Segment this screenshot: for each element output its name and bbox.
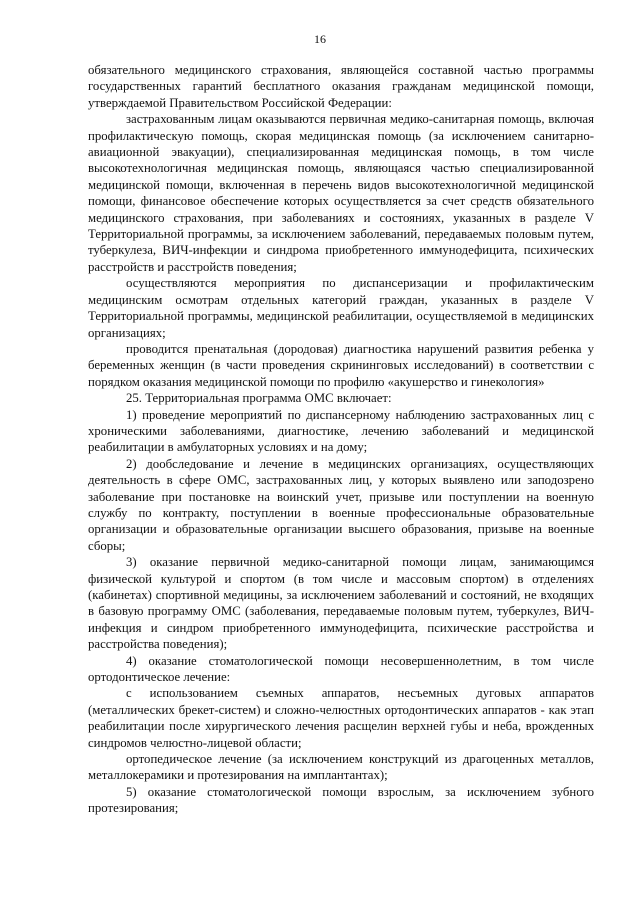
paragraph-intro-continuation: обязательного медицинского страхования, являющейся составной частью программы государственных гарантий бесплатного оказания гражданам медицинской помощи, утверждаемой Правительством Российской Федерации:: [88, 63, 594, 110]
paragraph-prenatal-diagnostics: проводится пренатальная (дородовая) диагностика нарушений развития ребенка у беременных женщин (в части проведения скрининговых исследований) в соответствии с порядком оказания медицинской помощи по профилю «акушерство и гинекология»: [88, 341, 594, 389]
paragraph-item-5: 5) оказание стоматологической помощи взрослым, за исключением зубного протезирования;: [88, 784, 594, 816]
paragraph-insured-persons-care: застрахованным лицам оказываются первичная медико-санитарная помощь, включая профилактическую помощь, скорая медицинская помощь (за исключением санитарно-авиационной эвакуации), специализированная медицинская помощь, в том числе высокотехнологичная медицинская помощь, являющаяся частью специализированной медицинской помощи, включенная в перечень видов высокотехнологичной медицинской помощи, финансовое обеспечение которых осуществляется за счет средств обязательного медицинского страхования, при заболеваниях и состояниях, указанных в разделе V Территориальной программы, за исключением заболеваний, передаваемых половым путем, туберкулеза, ВИЧ-инфекции и синдрома приобретенного иммунодефицита, психических расстройств и расстройств поведения;: [88, 112, 594, 274]
paragraph-item-4-orthopedic: ортопедическое лечение (за исключением конструкций из драгоценных металлов, металлокерамики и протезирования на имплантантах);: [88, 752, 594, 783]
paragraph-dispensarization: осуществляются мероприятия по диспансеризации и профилактическим медицинским осмотрам отдельных категорий граждан, указанных в разделе V Территориальной программы, медицинской реабилитации, осуществляемой в медицинских организациях;: [88, 276, 594, 340]
document-body: [88, 62, 594, 817]
paragraph-item-3: 3) оказание первичной медико-санитарной помощи лицам, занимающимся физической культурой и спортом (в том числе и массовым спортом) в отделениях (кабинетах) спортивной медицины, за исключением заболеваний и состояний, не входящих в базовую программу ОМС (заболевания, передаваемые половым путем, туберкулез, ВИЧ-инфекция и синдром приобретенного иммунодефицита, психические расстройства и расстройства поведения);: [88, 555, 594, 652]
paragraph-item-2: 2) дообследование и лечение в медицинских организациях, осуществляющих деятельность в сфере ОМС, застрахованных лиц, у которых выявлено или заподозрено заболевание при постановке на воинский учет, призыве или поступлении на военную службу по контракту, поступлении в военные профессиональные образовательные организации и образовательные организации высшего образования, призыве на военные сборы;: [88, 456, 594, 553]
paragraph-item-4-orthodontic: с использованием съемных аппаратов, несъемных дуговых аппаратов (металлических брекет-систем) и сложно-челюстных ортодонтических аппаратов - как этап реабилитации после хирургического лечения расщелин верхней губы и неба, врожденных синдромов челюстно-лицевой области;: [88, 686, 594, 750]
paragraph-item-1: 1) проведение мероприятий по диспансерному наблюдению застрахованных лиц с хроническими заболеваниями, диагностике, лечению заболеваний и медицинской реабилитации в амбулаторных условиях и на дому;: [88, 407, 594, 455]
paragraph-section-25-heading: 25. Территориальная программа ОМС включает:: [126, 391, 392, 406]
paragraph-item-4: 4) оказание стоматологической помощи несовершеннолетним, в том числе ортодонтическое лечение:: [88, 653, 594, 685]
page-number: 16: [314, 32, 326, 46]
